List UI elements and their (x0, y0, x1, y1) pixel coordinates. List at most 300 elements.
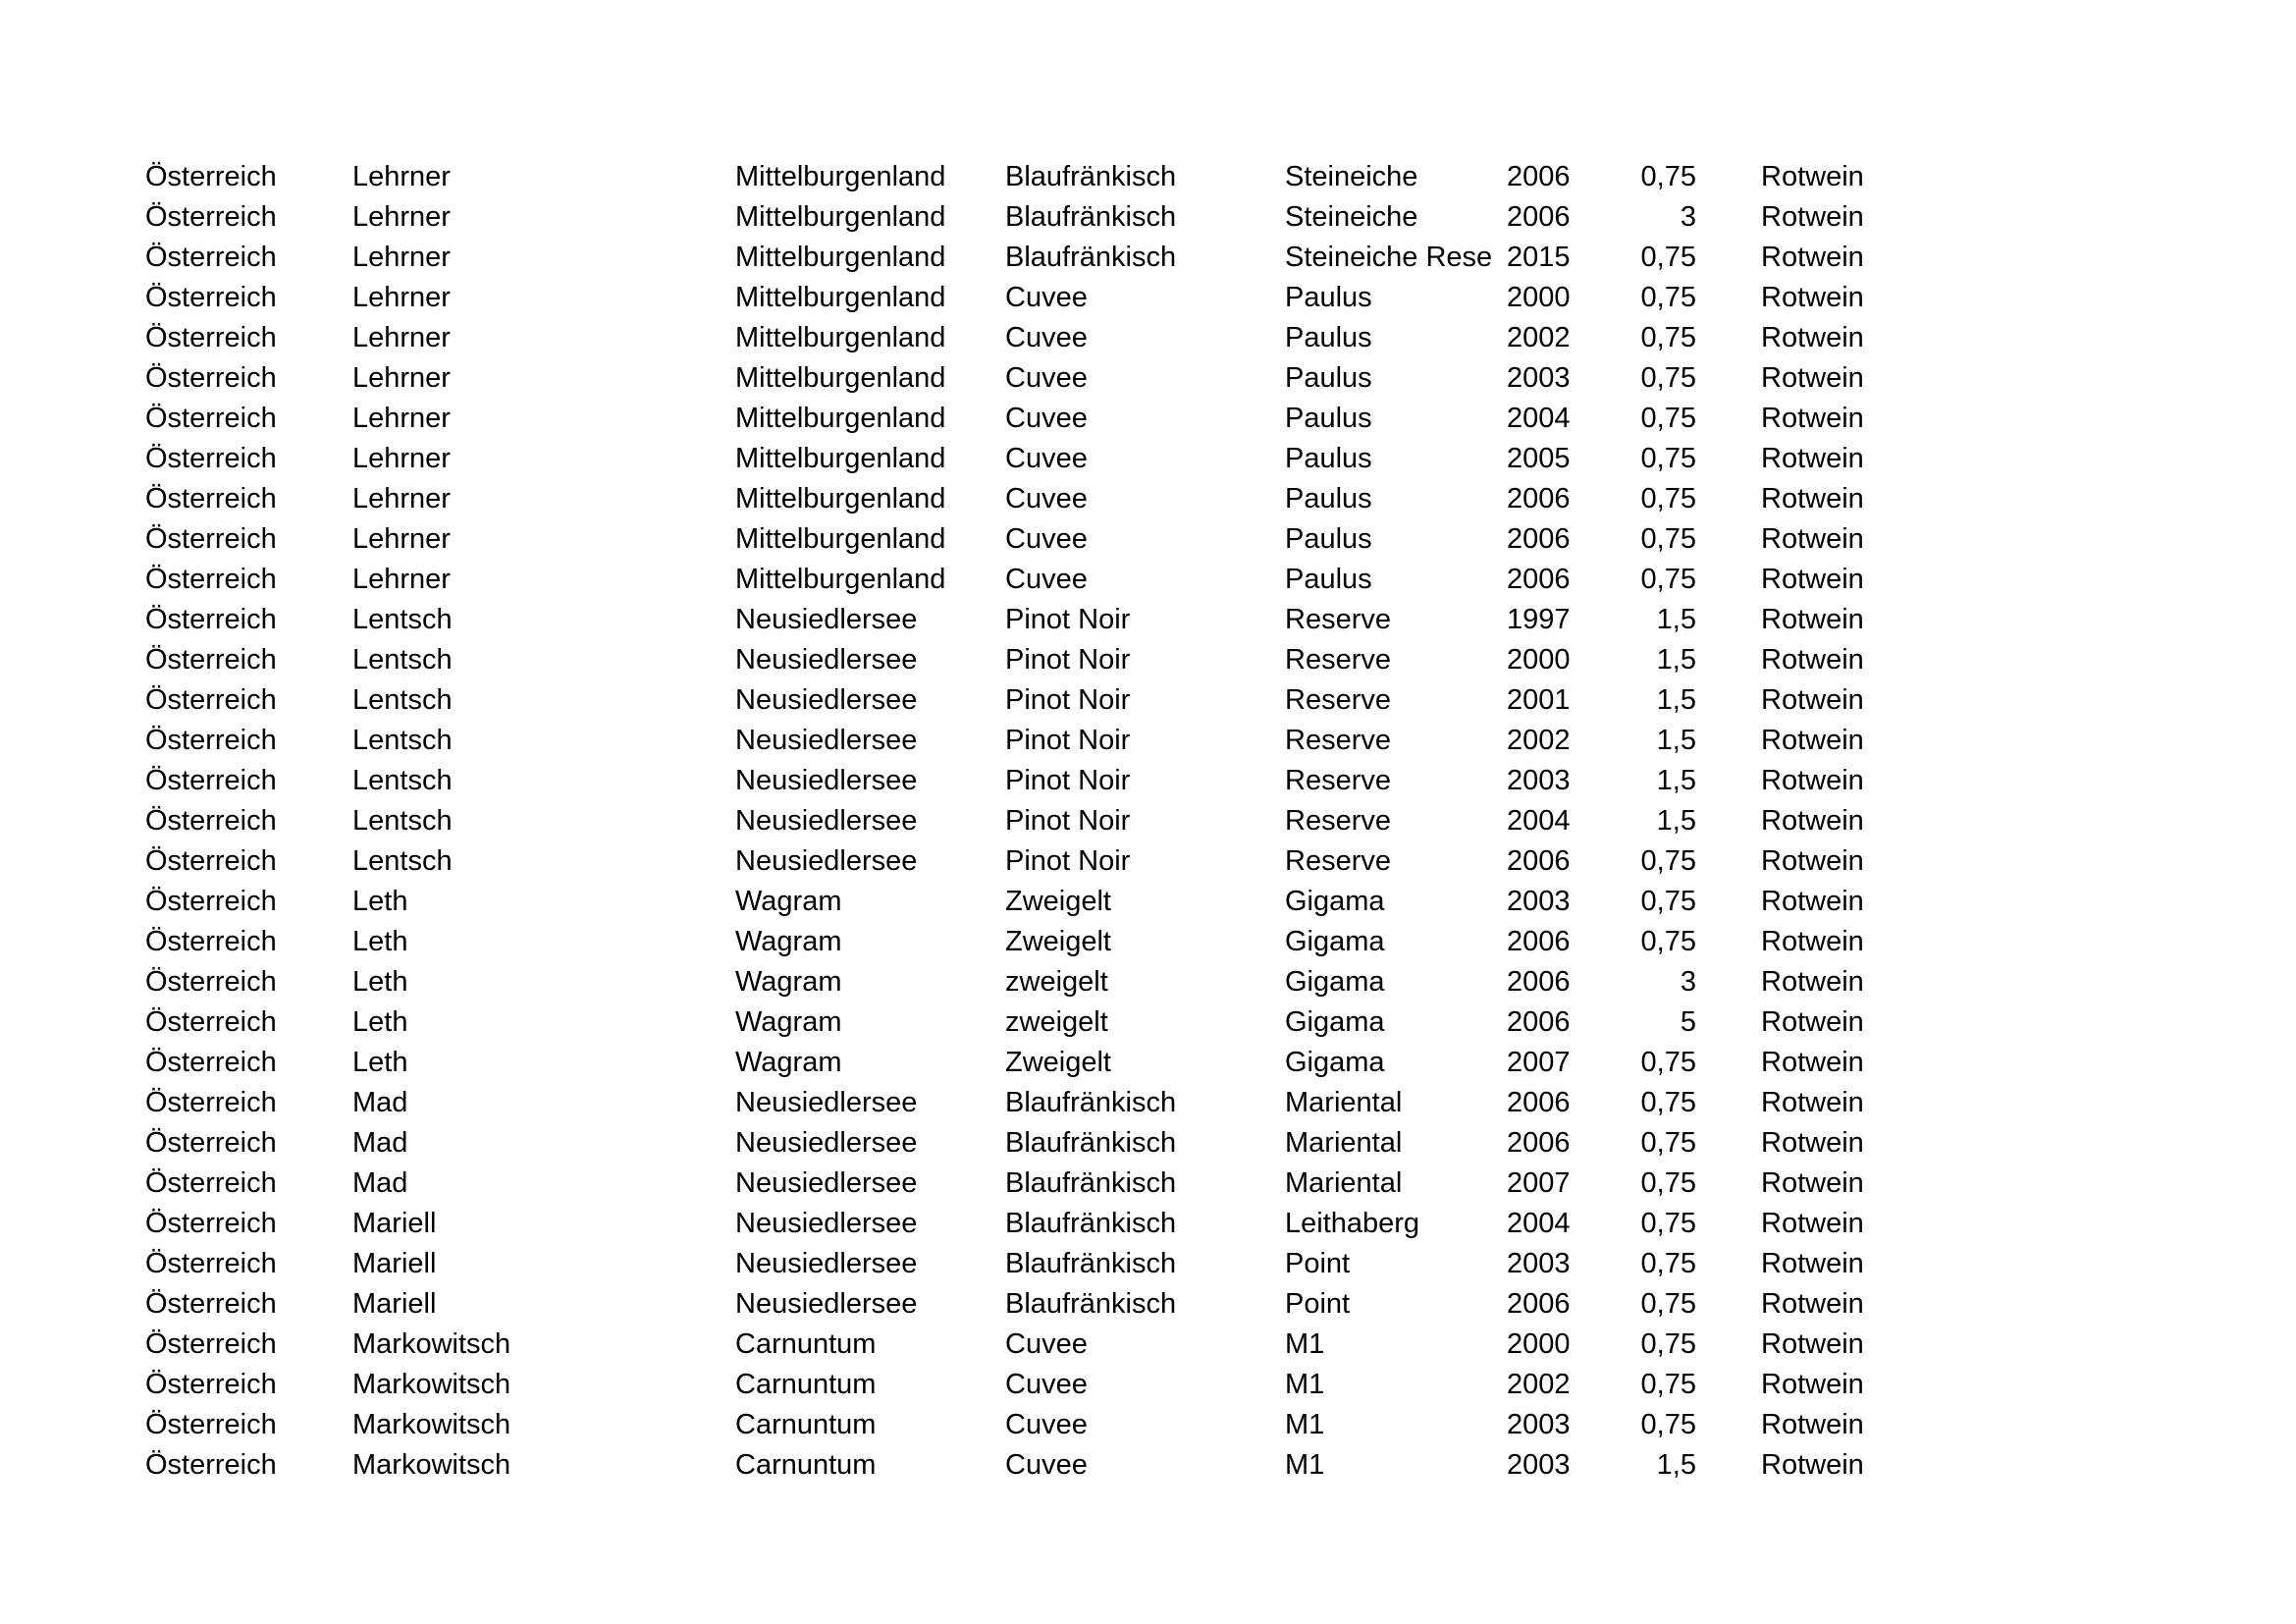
wine-name-cell: Point (1285, 1288, 1351, 1320)
producer-cell: Mariell (352, 1248, 437, 1279)
producer-cell: Lentsch (352, 604, 453, 635)
wine-name-cell: Reserve (1285, 725, 1391, 756)
country-cell: Österreich (145, 523, 277, 555)
producer-cell: Leth (352, 1006, 408, 1038)
country-cell: Österreich (145, 564, 277, 595)
column-spacer (1696, 680, 1761, 721)
table-row (145, 1244, 1908, 1284)
column-spacer (1696, 197, 1761, 238)
vintage-cell: 2006 (1507, 564, 1571, 595)
producer-cell: Mad (352, 1167, 408, 1199)
type-cell: Rotwein (1761, 845, 1864, 877)
wine-name-cell: M1 (1285, 1449, 1325, 1481)
vintage-cell: 2000 (1507, 1328, 1571, 1360)
type-cell: Rotwein (1761, 443, 1864, 474)
wine-name-cell: Gigama (1285, 886, 1385, 917)
region-cell: Neusiedlersee (735, 1288, 918, 1320)
region-cell: Wagram (735, 926, 842, 957)
producer-cell: Lehrner (352, 403, 451, 434)
grape-cell: Cuvee (1005, 1449, 1088, 1481)
vintage-cell: 2003 (1507, 1248, 1571, 1279)
type-cell: Rotwein (1761, 483, 1864, 514)
grape-cell: Blaufränkisch (1005, 1248, 1177, 1279)
bottle-size-cell: 0,75 (1640, 1248, 1696, 1279)
country-cell: Österreich (145, 443, 277, 474)
bottle-size-cell: 0,75 (1640, 483, 1696, 514)
bottle-size-cell: 1,5 (1656, 604, 1696, 635)
type-cell: Rotwein (1761, 1087, 1864, 1118)
producer-cell: Markowitsch (352, 1328, 511, 1360)
region-cell: Neusiedlersee (735, 604, 918, 635)
bottle-size-cell: 3 (1680, 966, 1696, 998)
type-cell: Rotwein (1761, 403, 1864, 434)
table-row (145, 640, 1908, 680)
type-cell: Rotwein (1761, 684, 1864, 716)
table-row (145, 1043, 1908, 1083)
vintage-cell: 2002 (1507, 725, 1571, 756)
column-spacer (1696, 479, 1761, 519)
bottle-size-cell: 0,75 (1640, 886, 1696, 917)
wine-name-cell: M1 (1285, 1328, 1325, 1360)
wine-name-cell: Paulus (1285, 282, 1372, 313)
producer-cell: Leth (352, 966, 408, 998)
region-cell: Mittelburgenland (735, 362, 946, 394)
type-cell: Rotwein (1761, 322, 1864, 353)
column-spacer (1696, 1445, 1761, 1486)
wine-name-cell: Reserve (1285, 845, 1391, 877)
wine-name-cell: Steineiche Rese (1285, 242, 1493, 273)
vintage-cell: 2003 (1507, 886, 1571, 917)
table-row (145, 1083, 1908, 1123)
grape-cell: Blaufränkisch (1005, 1087, 1177, 1118)
region-cell: Carnuntum (735, 1449, 877, 1481)
bottle-size-cell: 0,75 (1640, 1328, 1696, 1360)
region-cell: Carnuntum (735, 1369, 877, 1400)
bottle-size-cell: 0,75 (1640, 242, 1696, 273)
region-cell: Wagram (735, 966, 842, 998)
wine-name-cell: Gigama (1285, 1006, 1385, 1038)
type-cell: Rotwein (1761, 886, 1864, 917)
grape-cell: Cuvee (1005, 1369, 1088, 1400)
bottle-size-cell: 1,5 (1656, 1449, 1696, 1481)
producer-cell: Lentsch (352, 845, 453, 877)
table-row (145, 922, 1908, 962)
region-cell: Mittelburgenland (735, 443, 946, 474)
producer-cell: Lehrner (352, 282, 451, 313)
vintage-cell: 2002 (1507, 322, 1571, 353)
bottle-size-cell: 0,75 (1640, 1288, 1696, 1320)
wine-name-cell: Mariental (1285, 1127, 1403, 1159)
table-row (145, 358, 1908, 399)
vintage-cell: 2000 (1507, 282, 1571, 313)
bottle-size-cell: 0,75 (1640, 161, 1696, 192)
grape-cell: Pinot Noir (1005, 725, 1131, 756)
type-cell: Rotwein (1761, 604, 1864, 635)
country-cell: Österreich (145, 886, 277, 917)
vintage-cell: 2005 (1507, 443, 1571, 474)
grape-cell: Blaufränkisch (1005, 1208, 1177, 1239)
region-cell: Carnuntum (735, 1328, 877, 1360)
country-cell: Österreich (145, 1047, 277, 1078)
wine-name-cell: M1 (1285, 1369, 1325, 1400)
producer-cell: Leth (352, 1047, 408, 1078)
bottle-size-cell: 0,75 (1640, 322, 1696, 353)
region-cell: Mittelburgenland (735, 564, 946, 595)
grape-cell: Cuvee (1005, 443, 1088, 474)
vintage-cell: 2004 (1507, 403, 1571, 434)
type-cell: Rotwein (1761, 201, 1864, 233)
bottle-size-cell: 0,75 (1640, 1208, 1696, 1239)
type-cell: Rotwein (1761, 765, 1864, 796)
vintage-cell: 2006 (1507, 926, 1571, 957)
country-cell: Österreich (145, 644, 277, 676)
grape-cell: Pinot Noir (1005, 684, 1131, 716)
table-row (145, 519, 1908, 560)
type-cell: Rotwein (1761, 725, 1864, 756)
column-spacer (1696, 841, 1761, 882)
grape-cell: Cuvee (1005, 483, 1088, 514)
column-spacer (1696, 238, 1761, 278)
producer-cell: Mad (352, 1127, 408, 1159)
country-cell: Österreich (145, 684, 277, 716)
country-cell: Österreich (145, 966, 277, 998)
wine-name-cell: M1 (1285, 1409, 1325, 1440)
table-row (145, 157, 1908, 197)
column-spacer (1696, 318, 1761, 358)
bottle-size-cell: 1,5 (1656, 725, 1696, 756)
column-spacer (1696, 439, 1761, 479)
region-cell: Mittelburgenland (735, 282, 946, 313)
grape-cell: zweigelt (1005, 1006, 1108, 1038)
country-cell: Österreich (145, 1006, 277, 1038)
table-row (145, 1002, 1908, 1043)
wine-name-cell: Mariental (1285, 1167, 1403, 1199)
type-cell: Rotwein (1761, 282, 1864, 313)
producer-cell: Leth (352, 886, 408, 917)
country-cell: Österreich (145, 1087, 277, 1118)
table-row (145, 399, 1908, 439)
bottle-size-cell: 0,75 (1640, 1047, 1696, 1078)
type-cell: Rotwein (1761, 564, 1864, 595)
grape-cell: Pinot Noir (1005, 845, 1131, 877)
type-cell: Rotwein (1761, 926, 1864, 957)
country-cell: Österreich (145, 1248, 277, 1279)
column-spacer (1696, 600, 1761, 640)
vintage-cell: 2001 (1507, 684, 1571, 716)
table-row (145, 1284, 1908, 1325)
bottle-size-cell: 0,75 (1640, 362, 1696, 394)
table-row (145, 278, 1908, 318)
table-row (145, 841, 1908, 882)
column-spacer (1696, 1405, 1761, 1445)
vintage-cell: 2006 (1507, 201, 1571, 233)
grape-cell: Cuvee (1005, 362, 1088, 394)
producer-cell: Lentsch (352, 684, 453, 716)
grape-cell: Blaufränkisch (1005, 242, 1177, 273)
vintage-cell: 2006 (1507, 483, 1571, 514)
wine-name-cell: Reserve (1285, 684, 1391, 716)
bottle-size-cell: 0,75 (1640, 1087, 1696, 1118)
type-cell: Rotwein (1761, 1449, 1864, 1481)
producer-cell: Lentsch (352, 725, 453, 756)
table-row (145, 560, 1908, 600)
region-cell: Neusiedlersee (735, 1248, 918, 1279)
producer-cell: Lehrner (352, 201, 451, 233)
vintage-cell: 2006 (1507, 161, 1571, 192)
table-row (145, 318, 1908, 358)
table-row (145, 882, 1908, 922)
region-cell: Neusiedlersee (735, 1087, 918, 1118)
wine-name-cell: Gigama (1285, 926, 1385, 957)
wine-name-cell: Reserve (1285, 805, 1391, 837)
bottle-size-cell: 3 (1680, 201, 1696, 233)
bottle-size-cell: 0,75 (1640, 1409, 1696, 1440)
type-cell: Rotwein (1761, 1208, 1864, 1239)
table-row (145, 721, 1908, 761)
vintage-cell: 2003 (1507, 765, 1571, 796)
vintage-cell: 2004 (1507, 805, 1571, 837)
column-spacer (1696, 1083, 1761, 1123)
type-cell: Rotwein (1761, 362, 1864, 394)
bottle-size-cell: 1,5 (1656, 684, 1696, 716)
wine-name-cell: Paulus (1285, 322, 1372, 353)
column-spacer (1696, 157, 1761, 197)
country-cell: Österreich (145, 362, 277, 394)
table-row (145, 680, 1908, 721)
country-cell: Österreich (145, 483, 277, 514)
type-cell: Rotwein (1761, 966, 1864, 998)
country-cell: Österreich (145, 1409, 277, 1440)
column-spacer (1696, 1204, 1761, 1244)
country-cell: Österreich (145, 403, 277, 434)
producer-cell: Lentsch (352, 805, 453, 837)
wine-name-cell: Gigama (1285, 1047, 1385, 1078)
country-cell: Österreich (145, 242, 277, 273)
region-cell: Neusiedlersee (735, 845, 918, 877)
column-spacer (1696, 1365, 1761, 1405)
grape-cell: Blaufränkisch (1005, 1288, 1177, 1320)
vintage-cell: 2003 (1507, 1409, 1571, 1440)
column-spacer (1696, 1123, 1761, 1164)
bottle-size-cell: 0,75 (1640, 1369, 1696, 1400)
wine-name-cell: Steineiche (1285, 201, 1418, 233)
country-cell: Österreich (145, 1208, 277, 1239)
wine-name-cell: Paulus (1285, 564, 1372, 595)
vintage-cell: 2006 (1507, 845, 1571, 877)
column-spacer (1696, 399, 1761, 439)
table-row (145, 238, 1908, 278)
column-spacer (1696, 1164, 1761, 1204)
vintage-cell: 2003 (1507, 1449, 1571, 1481)
bottle-size-cell: 0,75 (1640, 282, 1696, 313)
producer-cell: Lehrner (352, 483, 451, 514)
vintage-cell: 2007 (1507, 1047, 1571, 1078)
bottle-size-cell: 5 (1680, 1006, 1696, 1038)
type-cell: Rotwein (1761, 1328, 1864, 1360)
column-spacer (1696, 519, 1761, 560)
country-cell: Österreich (145, 282, 277, 313)
type-cell: Rotwein (1761, 1006, 1864, 1038)
country-cell: Österreich (145, 1449, 277, 1481)
country-cell: Österreich (145, 805, 277, 837)
vintage-cell: 2002 (1507, 1369, 1571, 1400)
producer-cell: Lehrner (352, 242, 451, 273)
producer-cell: Mariell (352, 1208, 437, 1239)
table-row (145, 1325, 1908, 1365)
table-row (145, 1365, 1908, 1405)
wine-name-cell: Mariental (1285, 1087, 1403, 1118)
wine-name-cell: Reserve (1285, 765, 1391, 796)
country-cell: Österreich (145, 1167, 277, 1199)
country-cell: Österreich (145, 1328, 277, 1360)
country-cell: Österreich (145, 604, 277, 635)
country-cell: Österreich (145, 1369, 277, 1400)
grape-cell: Blaufränkisch (1005, 1167, 1177, 1199)
grape-cell: Pinot Noir (1005, 805, 1131, 837)
vintage-cell: 2006 (1507, 1006, 1571, 1038)
vintage-cell: 2015 (1507, 242, 1571, 273)
vintage-cell: 2006 (1507, 966, 1571, 998)
column-spacer (1696, 1284, 1761, 1325)
table-row (145, 600, 1908, 640)
type-cell: Rotwein (1761, 644, 1864, 676)
region-cell: Neusiedlersee (735, 1208, 918, 1239)
grape-cell: Zweigelt (1005, 1047, 1111, 1078)
grape-cell: Blaufränkisch (1005, 201, 1177, 233)
bottle-size-cell: 1,5 (1656, 765, 1696, 796)
vintage-cell: 2006 (1507, 1087, 1571, 1118)
bottle-size-cell: 0,75 (1640, 403, 1696, 434)
country-cell: Österreich (145, 201, 277, 233)
table-row (145, 801, 1908, 841)
table-row (145, 1445, 1908, 1486)
vintage-cell: 2004 (1507, 1208, 1571, 1239)
bottle-size-cell: 0,75 (1640, 926, 1696, 957)
vintage-cell: 1997 (1507, 604, 1571, 635)
wine-name-cell: Paulus (1285, 443, 1372, 474)
wine-name-cell: Gigama (1285, 966, 1385, 998)
column-spacer (1696, 721, 1761, 761)
table-row (145, 962, 1908, 1002)
type-cell: Rotwein (1761, 1369, 1864, 1400)
column-spacer (1696, 560, 1761, 600)
region-cell: Neusiedlersee (735, 684, 918, 716)
type-cell: Rotwein (1761, 242, 1864, 273)
producer-cell: Markowitsch (352, 1369, 511, 1400)
region-cell: Mittelburgenland (735, 403, 946, 434)
wine-name-cell: Point (1285, 1248, 1351, 1279)
country-cell: Österreich (145, 161, 277, 192)
wine-name-cell: Reserve (1285, 644, 1391, 676)
column-spacer (1696, 962, 1761, 1002)
bottle-size-cell: 1,5 (1656, 644, 1696, 676)
wine-name-cell: Steineiche (1285, 161, 1418, 192)
region-cell: Mittelburgenland (735, 201, 946, 233)
region-cell: Neusiedlersee (735, 1127, 918, 1159)
bottle-size-cell: 0,75 (1640, 1127, 1696, 1159)
table-row (145, 1123, 1908, 1164)
column-spacer (1696, 358, 1761, 399)
bottle-size-cell: 0,75 (1640, 564, 1696, 595)
producer-cell: Leth (352, 926, 408, 957)
wine-name-cell: Reserve (1285, 604, 1391, 635)
type-cell: Rotwein (1761, 1248, 1864, 1279)
region-cell: Mittelburgenland (735, 242, 946, 273)
region-cell: Mittelburgenland (735, 161, 946, 192)
bottle-size-cell: 0,75 (1640, 1167, 1696, 1199)
country-cell: Österreich (145, 765, 277, 796)
type-cell: Rotwein (1761, 1409, 1864, 1440)
bottle-size-cell: 1,5 (1656, 805, 1696, 837)
grape-cell: Cuvee (1005, 1328, 1088, 1360)
grape-cell: Cuvee (1005, 282, 1088, 313)
vintage-cell: 2006 (1507, 523, 1571, 555)
region-cell: Mittelburgenland (735, 483, 946, 514)
grape-cell: Cuvee (1005, 523, 1088, 555)
column-spacer (1696, 922, 1761, 962)
wine-name-cell: Leithaberg (1285, 1208, 1420, 1239)
table-row (145, 761, 1908, 801)
grape-cell: Cuvee (1005, 1409, 1088, 1440)
grape-cell: Cuvee (1005, 403, 1088, 434)
country-cell: Österreich (145, 926, 277, 957)
vintage-cell: 2003 (1507, 362, 1571, 394)
table-row (145, 197, 1908, 238)
region-cell: Wagram (735, 1047, 842, 1078)
column-spacer (1696, 1244, 1761, 1284)
wine-list-table (145, 157, 1908, 1486)
country-cell: Österreich (145, 725, 277, 756)
vintage-cell: 2000 (1507, 644, 1571, 676)
region-cell: Wagram (735, 886, 842, 917)
region-cell: Neusiedlersee (735, 805, 918, 837)
vintage-cell: 2006 (1507, 1127, 1571, 1159)
region-cell: Mittelburgenland (735, 523, 946, 555)
wine-name-cell: Paulus (1285, 483, 1372, 514)
producer-cell: Lentsch (352, 644, 453, 676)
column-spacer (1696, 801, 1761, 841)
column-spacer (1696, 1043, 1761, 1083)
vintage-cell: 2006 (1507, 1288, 1571, 1320)
country-cell: Österreich (145, 1127, 277, 1159)
column-spacer (1696, 1325, 1761, 1365)
table-row (145, 1405, 1908, 1445)
region-cell: Neusiedlersee (735, 725, 918, 756)
column-spacer (1696, 278, 1761, 318)
table-row (145, 439, 1908, 479)
wine-name-cell: Paulus (1285, 403, 1372, 434)
grape-cell: Pinot Noir (1005, 604, 1131, 635)
type-cell: Rotwein (1761, 161, 1864, 192)
producer-cell: Lehrner (352, 362, 451, 394)
grape-cell: Cuvee (1005, 564, 1088, 595)
producer-cell: Mad (352, 1087, 408, 1118)
region-cell: Neusiedlersee (735, 1167, 918, 1199)
producer-cell: Lehrner (352, 322, 451, 353)
producer-cell: Lentsch (352, 765, 453, 796)
grape-cell: Blaufränkisch (1005, 161, 1177, 192)
country-cell: Österreich (145, 845, 277, 877)
type-cell: Rotwein (1761, 805, 1864, 837)
producer-cell: Lehrner (352, 161, 451, 192)
region-cell: Neusiedlersee (735, 765, 918, 796)
type-cell: Rotwein (1761, 1288, 1864, 1320)
region-cell: Mittelburgenland (735, 322, 946, 353)
grape-cell: Zweigelt (1005, 926, 1111, 957)
region-cell: Neusiedlersee (735, 644, 918, 676)
country-cell: Österreich (145, 1288, 277, 1320)
type-cell: Rotwein (1761, 1167, 1864, 1199)
